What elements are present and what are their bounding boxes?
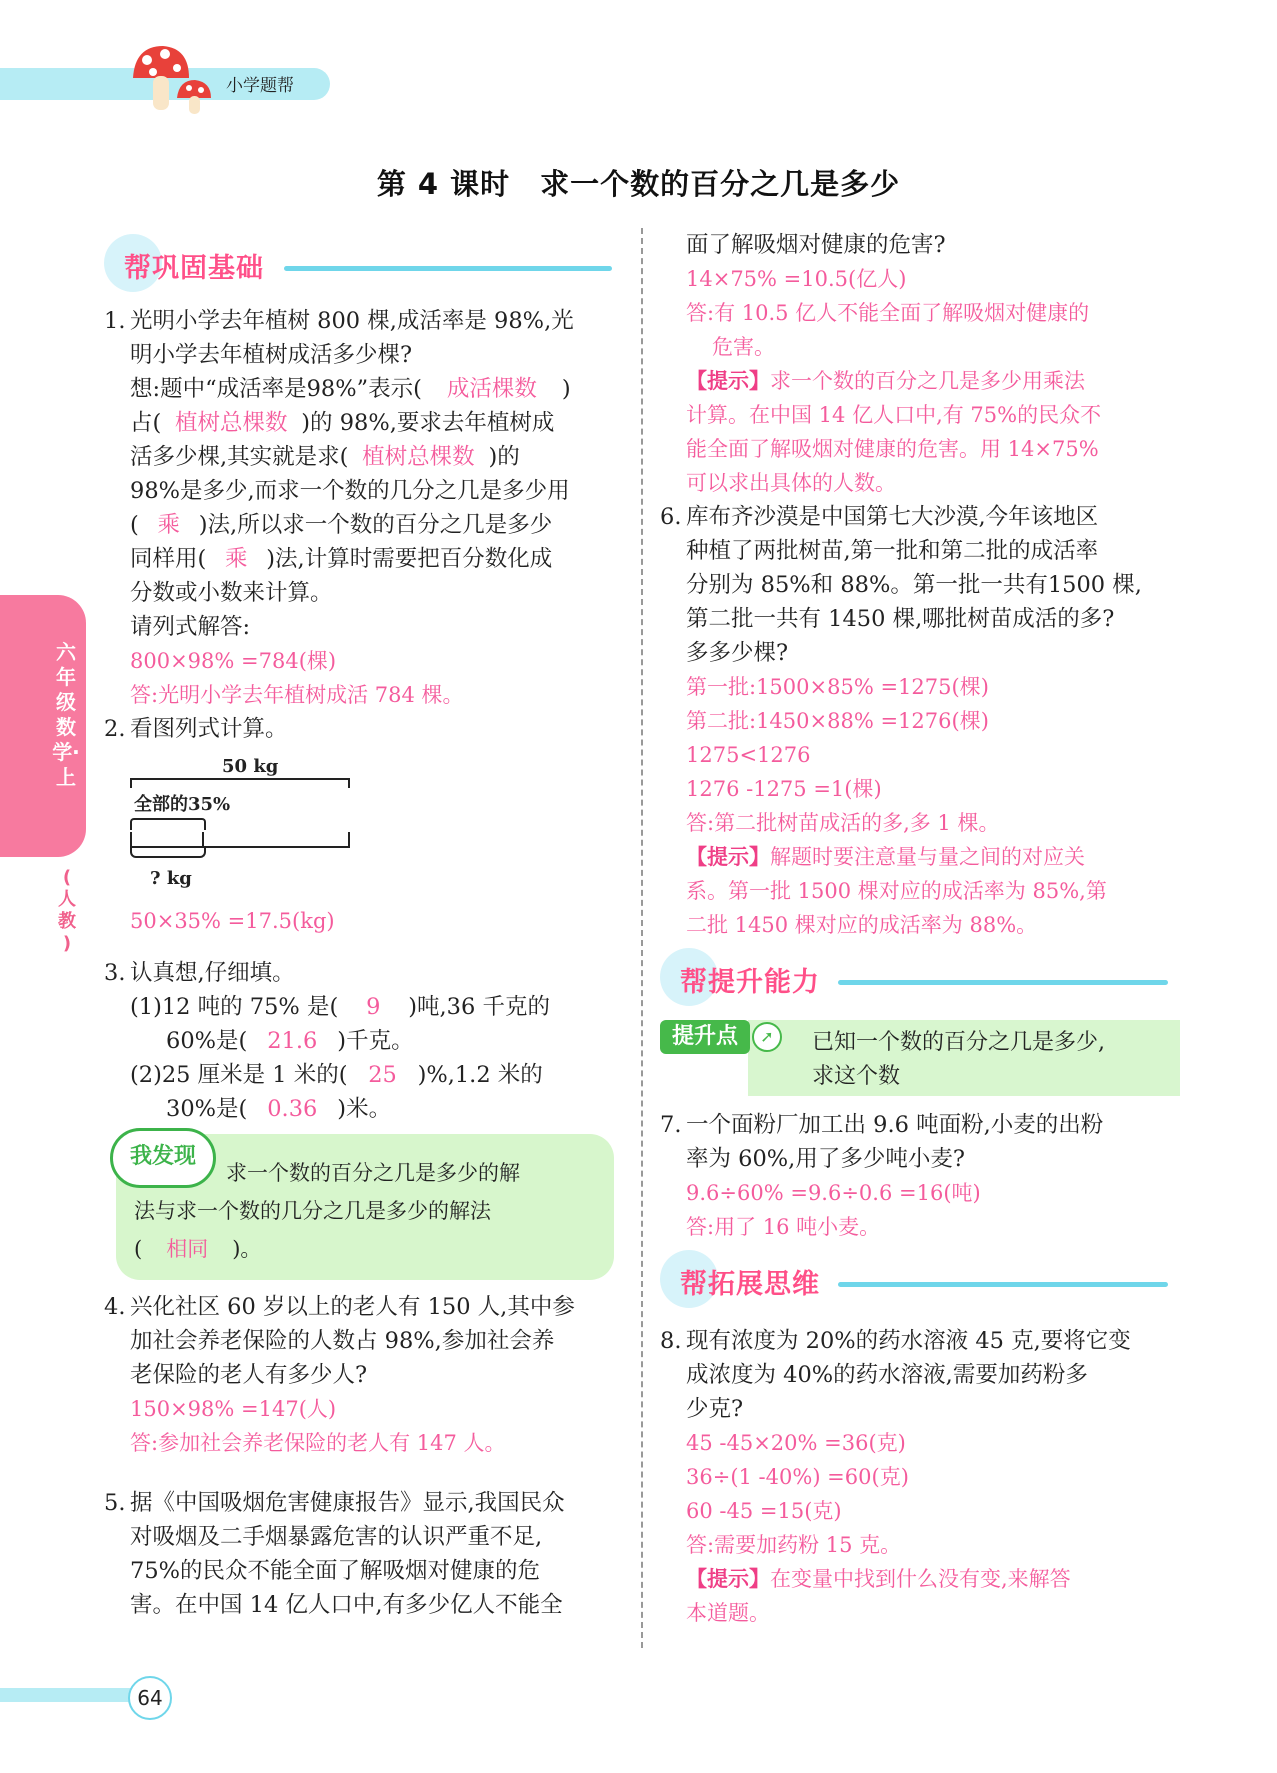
- unknown-label: ? kg: [150, 868, 192, 889]
- question-8: 8. 现有浓度为 20%的药水溶液 45 克,要将它变 成浓度为 40%的药水溶液,需要加药粉多 少克? 45 -45×20% =36(克) 36÷(1 -40%) =60(克) 60 -45 =15(克) 答:需要加药粉 15 克。 【提示】在变量中找到什么没有变,来解答 本道题。: [660, 1324, 1180, 1630]
- question-1: 1. 光明小学去年植树 800 棵,成活率是 98%,光 明小学去年植树成活多少棵? 想:题中“成活率是98%”表示( 成活棵数 ) 占( 植树总棵数 )的 98%,要求去年植树成 活多少棵,其实就是求( 植树总棵数 )的 98%是多少,而求一个数的几分之几是多少用 ( 乘 )法,所以求一个数的百分之几是多少 同样用( 乘 )法,计算时需要把百分数化成 分数或小数来计算。 请列式解答: 800×98% =784(棵) 答:光明小学去年植树成活 784 棵。: [104, 304, 624, 712]
- edition-label: ( 人教 ): [58, 867, 76, 954]
- answer: 答:用了 16 吨小麦。: [686, 1215, 881, 1239]
- section-basic: [104, 232, 624, 294]
- answer: 答:光明小学去年植树成活 784 棵。: [130, 683, 464, 707]
- section-extend: [660, 1248, 1180, 1310]
- answer: 答:需要加药粉 15 克。: [686, 1533, 902, 1557]
- hint-tag: 【提示】: [686, 845, 770, 869]
- mushroom-icon: [125, 40, 220, 120]
- answer: 第一批:1500×85% =1275(棵): [686, 675, 989, 699]
- part-label: 全部的35%: [134, 794, 231, 815]
- answer: 36÷(1 -40%) =60(克): [686, 1465, 909, 1489]
- total-label: 50 kg: [222, 756, 279, 777]
- right-column: [660, 228, 1180, 1630]
- discover-box: 我发现 求一个数的百分之几是多少的解 法与求一个数的几分之几是多少的解法 ( 相同 )。: [116, 1134, 614, 1280]
- page-title: 第 4 课时 求一个数的百分之几是多少: [376, 167, 901, 201]
- hint-tag: 【提示】: [686, 369, 770, 393]
- tisheng-box: 已知一个数的百分之几是多少, 求这个数 提升点 ➚: [660, 1016, 1180, 1098]
- answer: 45 -45×20% =36(克): [686, 1431, 906, 1455]
- tisheng-tag: 提升点: [660, 1020, 750, 1054]
- section-title: 帮拓展思维: [680, 1269, 820, 1300]
- left-column: [104, 232, 624, 1622]
- answer: 50×35% =17.5(kg): [130, 909, 335, 933]
- answer: 14×75% =10.5(亿人): [686, 267, 907, 291]
- brand-title: 小学题帮: [226, 76, 294, 96]
- discover-badge: 我发现: [110, 1128, 216, 1188]
- answer: 第二批:1450×88% =1276(棵): [686, 709, 989, 733]
- column-divider: [641, 228, 643, 1648]
- question-7: 7. 一个面粉厂加工出 9.6 吨面粉,小麦的出粉 率为 60%,用了多少吨小麦? 9.6÷60% =9.6÷0.6 =16(吨) 答:用了 16 吨小麦。: [660, 1108, 1180, 1244]
- answer: 9.6÷60% =9.6÷0.6 =16(吨): [686, 1181, 981, 1205]
- question-5-continued: 面了解吸烟对健康的危害? 14×75% =10.5(亿人) 答:有 10.5 亿人不能全面了解吸烟对健康的 危害。 【提示】求一个数的百分之几是多少用乘法 计算。在中国 14 亿人口中,有 75%的民众不 能全面了解吸烟对健康的危害。用 14×75% 可以求出具体的人数。: [660, 228, 1180, 500]
- segment-diagram: [130, 748, 624, 898]
- answer: 1276 -1275 =1(棵): [686, 777, 882, 801]
- answer: 800×98% =784(棵): [130, 649, 337, 673]
- answer: 1275<1276: [686, 743, 811, 767]
- question-3: 3. 认真想,仔细填。 (1)12 吨的 75% 是( 9 )吨,36 千克的 60%是( 21.6 )千克。 (2)25 厘米是 1 米的( 25 )%,1.2 米的 30%是( 0.36 )米。: [104, 960, 550, 1122]
- question-6: 6. 库布齐沙漠是中国第七大沙漠,今年该地区 种植了两批树苗,第一批和第二批的成活率 分别为 85%和 88%。第一批一共有1500 棵, 第二批一共有 1450 棵,哪批树苗成活的多? 多多少棵? 第一批:1500×85% =1275(棵) 第二批:1450×88% =1276(棵) 1275<1276 1276 -1275 =1(棵) 答:第二批树苗成活的多,多 1 棵。 【提示】解题时要注意量与量之间的对应关 系。第一批 1500 棵对应的成活率为 85%,第 二批 1450 棵对应的成活率为 88%。: [660, 500, 1180, 942]
- page-number: 64: [128, 1676, 172, 1720]
- answer: 答:有 10.5 亿人不能全面了解吸烟对健康的: [686, 301, 1090, 325]
- section-title: 帮提升能力: [680, 967, 820, 998]
- question-2: 2. 看图列式计算。 50 kg 全部的35% ? kg 50×35% =17.5(kg): [104, 712, 624, 938]
- question-4: 4. 兴化社区 60 岁以上的老人有 150 人,其中参 加社会养老保险的人数占 98%,参加社会养 老保险的老人有多少人? 150×98% =147(人) 答:参加社会养老保险的老人有 147 人。: [104, 1290, 624, 1460]
- arrow-icon: ➚: [752, 1022, 782, 1052]
- hint-tag: 【提示】: [686, 1567, 770, 1591]
- answer: 危害。: [712, 335, 775, 359]
- answer: 答:第二批树苗成活的多,多 1 棵。: [686, 811, 1000, 835]
- section-improve: [660, 946, 1180, 1008]
- answer: 60 -45 =15(克): [686, 1499, 842, 1523]
- grade-label: 六年级数学·上: [52, 640, 80, 789]
- question-5: 5. 据《中国吸烟危害健康报告》显示,我国民众 对吸烟及二手烟暴露危害的认识严重不足, 75%的民众不能全面了解吸烟对健康的危 害。在中国 14 亿人口中,有多少亿人不能全: [104, 1490, 565, 1618]
- answer: 答:参加社会养老保险的老人有 147 人。: [130, 1431, 506, 1455]
- section-title: 帮巩固基础: [124, 253, 264, 284]
- answer: 150×98% =147(人): [130, 1397, 337, 1421]
